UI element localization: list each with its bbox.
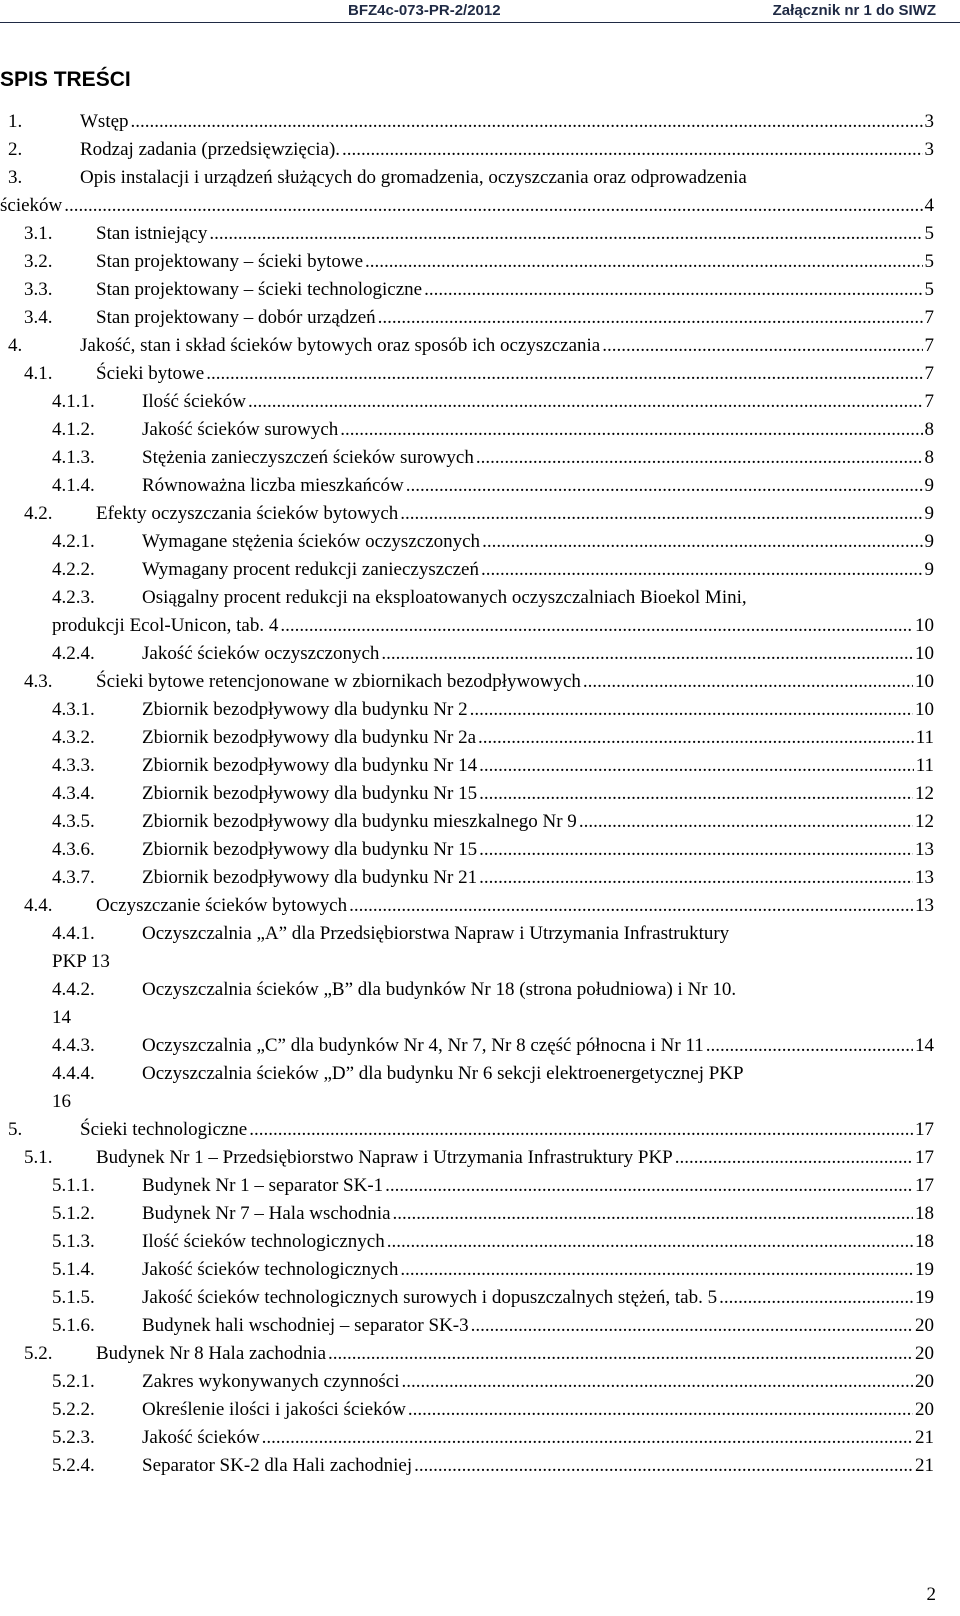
toc-entry-title: Zbiornik bezodpływowy dla budynku Nr 2a [142,727,477,748]
dot-leader [401,1368,913,1396]
toc-entry-page: 13 [915,867,934,888]
toc-entry-number: 4.4. [24,895,53,916]
toc-entry-page: 9 [924,475,934,496]
dot-leader [400,1256,913,1284]
dot-leader [706,1032,913,1060]
toc-entry-number: 4.4.1. [52,923,95,944]
toc-entry-title: Jakość ścieków technologicznych surowych i dopuszczalnych stężeń, tab. 5 [142,1287,718,1308]
toc-entry-title-continuation: produkcji Ecol-Unicon, tab. 4 [52,615,279,636]
toc-entry-page: 17 [915,1147,934,1168]
toc-entry-title: Jakość, stan i skład ścieków bytowych oraz sposób ich oczyszczania [80,335,601,356]
dot-leader [131,108,923,136]
toc-entry-page: 8 [924,447,934,468]
toc-entry-number: 3.4. [24,307,53,328]
dot-leader [209,220,922,248]
toc-entry-number: 5.2. [24,1343,53,1364]
toc-entry-title: Oczyszczalnia ścieków „D” dla budynku Nr 6 sekcji elektroenergetycznej PKP [142,1063,744,1084]
toc-entry-title: Zbiornik bezodpływowy dla budynku Nr 15 [142,839,478,860]
toc-entry-title: Jakość ścieków surowych [142,419,339,440]
toc-entry-number: 1. [8,111,23,132]
toc-entry-page: 7 [924,363,934,384]
dot-leader [579,808,913,836]
dot-leader [719,1284,913,1312]
toc-entry-title: Budynek hali wschodniej – separator SK-3 [142,1315,469,1336]
toc-entry-number: 4.3.1. [52,699,95,720]
toc-entry-page: 17 [915,1119,934,1140]
toc-entry-number: 5. [8,1119,23,1140]
toc-entry-number: 2. [8,139,23,160]
toc-entry-title: Separator SK-2 dla Hali zachodniej [142,1455,413,1476]
toc-entry-title: Określenie ilości i jakości ścieków [142,1399,406,1420]
toc-entry-title: Jakość ścieków oczyszczonych [142,643,380,664]
dot-leader [476,444,923,472]
toc-entry-page: 18 [915,1203,934,1224]
toc-entry-title: Wymagany procent redukcji zanieczyszczeń [142,559,479,580]
dot-leader [602,332,922,360]
toc-entry-number: 5.2.4. [52,1455,95,1476]
toc-entry-title-continuation: 16 [52,1091,71,1112]
toc-entry-number: 4.3.5. [52,811,95,832]
toc-entry-title: Stężenia zanieczyszczeń ścieków surowych [142,447,474,468]
toc-entry-number: 3.1. [24,223,53,244]
toc-entry-number: 4.4.2. [52,979,95,1000]
dot-leader [675,1144,913,1172]
toc-entry-page: 12 [915,783,934,804]
toc-entry-number: 5.1.5. [52,1287,95,1308]
toc-entry-number: 5.2.1. [52,1371,95,1392]
toc-entry-page: 17 [915,1175,934,1196]
toc-entry-number: 4.3.2. [52,727,95,748]
toc-entry-title: Budynek Nr 7 – Hala wschodnia [142,1203,391,1224]
toc-entry-page: 20 [915,1343,934,1364]
toc-entry-number: 4.2.4. [52,643,95,664]
toc-entry-title: Stan projektowany – dobór urządzeń [96,307,376,328]
toc-entry-title: Oczyszczanie ścieków bytowych [96,895,348,916]
toc-entry-number: 4.2.2. [52,559,95,580]
toc-entry-number: 5.2.2. [52,1399,95,1420]
toc-entry-page: 7 [924,391,934,412]
toc-title: SPIS TREŚCI [0,68,131,91]
toc-entry-page: 19 [915,1287,934,1308]
dot-leader [583,668,913,696]
dot-leader [385,1172,913,1200]
toc-entry-title-continuation: 14 [52,1007,71,1028]
toc-entry-number: 4.2. [24,503,53,524]
dot-leader [424,276,922,304]
toc-entry-title: Wstęp [80,111,129,132]
toc-entry-number: 5.2.3. [52,1427,95,1448]
toc-entry-number: 4.2.1. [52,531,95,552]
toc-entry-number: 4.1.4. [52,475,95,496]
toc-entry-title: Ilość ścieków [142,391,246,412]
toc-entry-page: 10 [915,671,934,692]
dot-leader [400,500,922,528]
dot-leader [478,724,914,752]
toc-entry-page: 5 [924,223,934,244]
dot-leader [262,1424,913,1452]
dot-leader [479,836,913,864]
toc-entry-title: Stan projektowany – ścieki technologiczne [96,279,423,300]
toc-entry-title: Osiągalny procent redukcji na eksploatowanych oczyszczalniach Bioekol Mini, [142,587,747,608]
dot-leader [470,696,913,724]
toc-entry-page: 3 [924,111,934,132]
dot-leader [481,556,923,584]
dot-leader [248,388,923,416]
toc-entry-title: Opis instalacji i urządzeń służących do gromadzenia, oczyszczania oraz odprowadzenia [80,167,747,188]
toc-entry-page: 7 [924,335,934,356]
toc-entry-title: Oczyszczalnia „A” dla Przedsiębiorstwa Napraw i Utrzymania Infrastruktury [142,923,730,944]
toc-entry-number: 4.3. [24,671,53,692]
toc-entry-number: 5.1.4. [52,1259,95,1280]
toc-entry-title: Budynek Nr 1 – separator SK-1 [142,1175,384,1196]
dot-leader [328,1340,913,1368]
toc-entry-page: 9 [924,559,934,580]
dot-leader [349,892,913,920]
toc-entry-title: Budynek Nr 1 – Przedsiębiorstwo Napraw i Utrzymania Infrastruktury PKP [96,1147,673,1168]
toc-entry-page: 13 [915,839,934,860]
toc-entry-title: Oczyszczalnia ścieków „B” dla budynków Nr 18 (strona południowa) i Nr 10. [142,979,737,1000]
dot-leader [406,472,923,500]
toc-entry-title: Ścieki bytowe [96,363,205,384]
toc-entry-page: 7 [924,307,934,328]
toc-entry-number: 3.3. [24,279,53,300]
toc-entry-number: 4.3.6. [52,839,95,860]
toc-entry-number: 4.3.4. [52,783,95,804]
attachment-label: Załącznik nr 1 do SIWZ [772,2,936,19]
toc-entry-number: 4.1. [24,363,53,384]
toc-entry-page: 14 [915,1035,934,1056]
toc-entry-number: 4.4.3. [52,1035,95,1056]
toc-entry-number: 5.1.6. [52,1315,95,1336]
toc-entry-page: 3 [924,139,934,160]
toc-entry-page: 18 [915,1231,934,1252]
toc-entry-title: Rodzaj zadania (przedsięwzięcia). [80,139,341,160]
toc-entry-page: 5 [924,251,934,272]
toc-entry-title: Zbiornik bezodpływowy dla budynku Nr 21 [142,867,478,888]
toc-entry-page: 19 [915,1259,934,1280]
toc-entry-number: 4.1.3. [52,447,95,468]
dot-leader [206,360,922,388]
toc-entry-page: 11 [915,755,934,776]
toc-entry-number: 5.1.1. [52,1175,95,1196]
toc-entry-number: 4.2.3. [52,587,95,608]
dot-leader [471,1312,913,1340]
dot-leader [280,612,913,640]
toc-entry-page: 21 [915,1427,934,1448]
toc-entry-title-continuation: PKP 13 [52,951,110,972]
toc-entry-title: Budynek Nr 8 Hala zachodnia [96,1343,327,1364]
dot-leader [342,136,922,164]
dot-leader [340,416,922,444]
toc-entry-number: 3.2. [24,251,53,272]
toc-entry-title: Zbiornik bezodpływowy dla budynku mieszkalnego Nr 9 [142,811,577,832]
toc-entry-title: Stan projektowany – ścieki bytowe [96,251,364,272]
toc-entry-title: Efekty oczyszczania ścieków bytowych [96,503,399,524]
dot-leader [479,864,913,892]
toc-entry-number: 5.1. [24,1147,53,1168]
dot-leader [365,248,922,276]
dot-leader [393,1200,913,1228]
toc-entry-page: 20 [915,1315,934,1336]
toc-entry-title: Ścieki bytowe retencjonowane w zbiornikach bezodpływowych [96,671,581,692]
toc-entry-title: Zbiornik bezodpływowy dla budynku Nr 15 [142,783,478,804]
toc-entry-title-continuation: ścieków [0,195,63,216]
toc-entry-number: 4. [8,335,23,356]
toc-entry-title: Ścieki technologiczne [80,1119,248,1140]
dot-leader [378,304,923,332]
page-number: 2 [926,1584,936,1605]
toc-entry-title: Ilość ścieków technologicznych [142,1231,385,1252]
toc-entry-number: 5.1.2. [52,1203,95,1224]
dot-leader [482,528,922,556]
toc-entry-title: Stan istniejący [96,223,208,244]
dot-leader [479,752,914,780]
toc-entry-page: 5 [924,279,934,300]
header-rule [0,22,960,23]
toc-entry-number: 5.1.3. [52,1231,95,1252]
toc-entry-title: Zakres wykonywanych czynności [142,1371,400,1392]
toc-entry-number: 4.1.1. [52,391,95,412]
toc-entry-page: 8 [924,419,934,440]
dot-leader [408,1396,913,1424]
toc-entry-page: 10 [915,615,934,636]
toc-entry-page: 4 [924,195,934,216]
toc-entry-page: 10 [915,643,934,664]
toc-entry-page: 21 [915,1455,934,1476]
toc-entry-page: 20 [915,1399,934,1420]
dot-leader [387,1228,913,1256]
toc-entry-number: 4.4.4. [52,1063,95,1084]
toc-entry-title: Zbiornik bezodpływowy dla budynku Nr 14 [142,755,478,776]
toc-entry-page: 20 [915,1371,934,1392]
dot-leader [64,192,922,220]
toc-entry-title: Zbiornik bezodpływowy dla budynku Nr 2 [142,699,468,720]
toc-entry-number: 4.1.2. [52,419,95,440]
dot-leader [381,640,913,668]
toc-entry-page: 12 [915,811,934,832]
toc-entry-title: Równoważna liczba mieszkańców [142,475,404,496]
toc-entry-number: 4.3.3. [52,755,95,776]
toc-entry-page: 13 [915,895,934,916]
toc-entry-page: 9 [924,503,934,524]
toc-entry-page: 9 [924,531,934,552]
page-header [0,0,960,24]
toc-entry-title: Wymagane stężenia ścieków oczyszczonych [142,531,481,552]
toc-entry-number: 3. [8,167,23,188]
toc-entry-number: 4.3.7. [52,867,95,888]
dot-leader [479,780,913,808]
toc-entry-title: Jakość ścieków technologicznych [142,1259,399,1280]
toc-entry-title: Oczyszczalnia „C” dla budynków Nr 4, Nr 7, Nr 8 część północna i Nr 11 [142,1035,704,1056]
toc-entry-page: 10 [915,699,934,720]
dot-leader [414,1452,913,1480]
toc-entry-title: Jakość ścieków [142,1427,260,1448]
dot-leader [249,1116,913,1144]
toc-entry-page: 11 [915,727,934,748]
document-reference: BFZ4c-073-PR-2/2012 [348,2,501,19]
